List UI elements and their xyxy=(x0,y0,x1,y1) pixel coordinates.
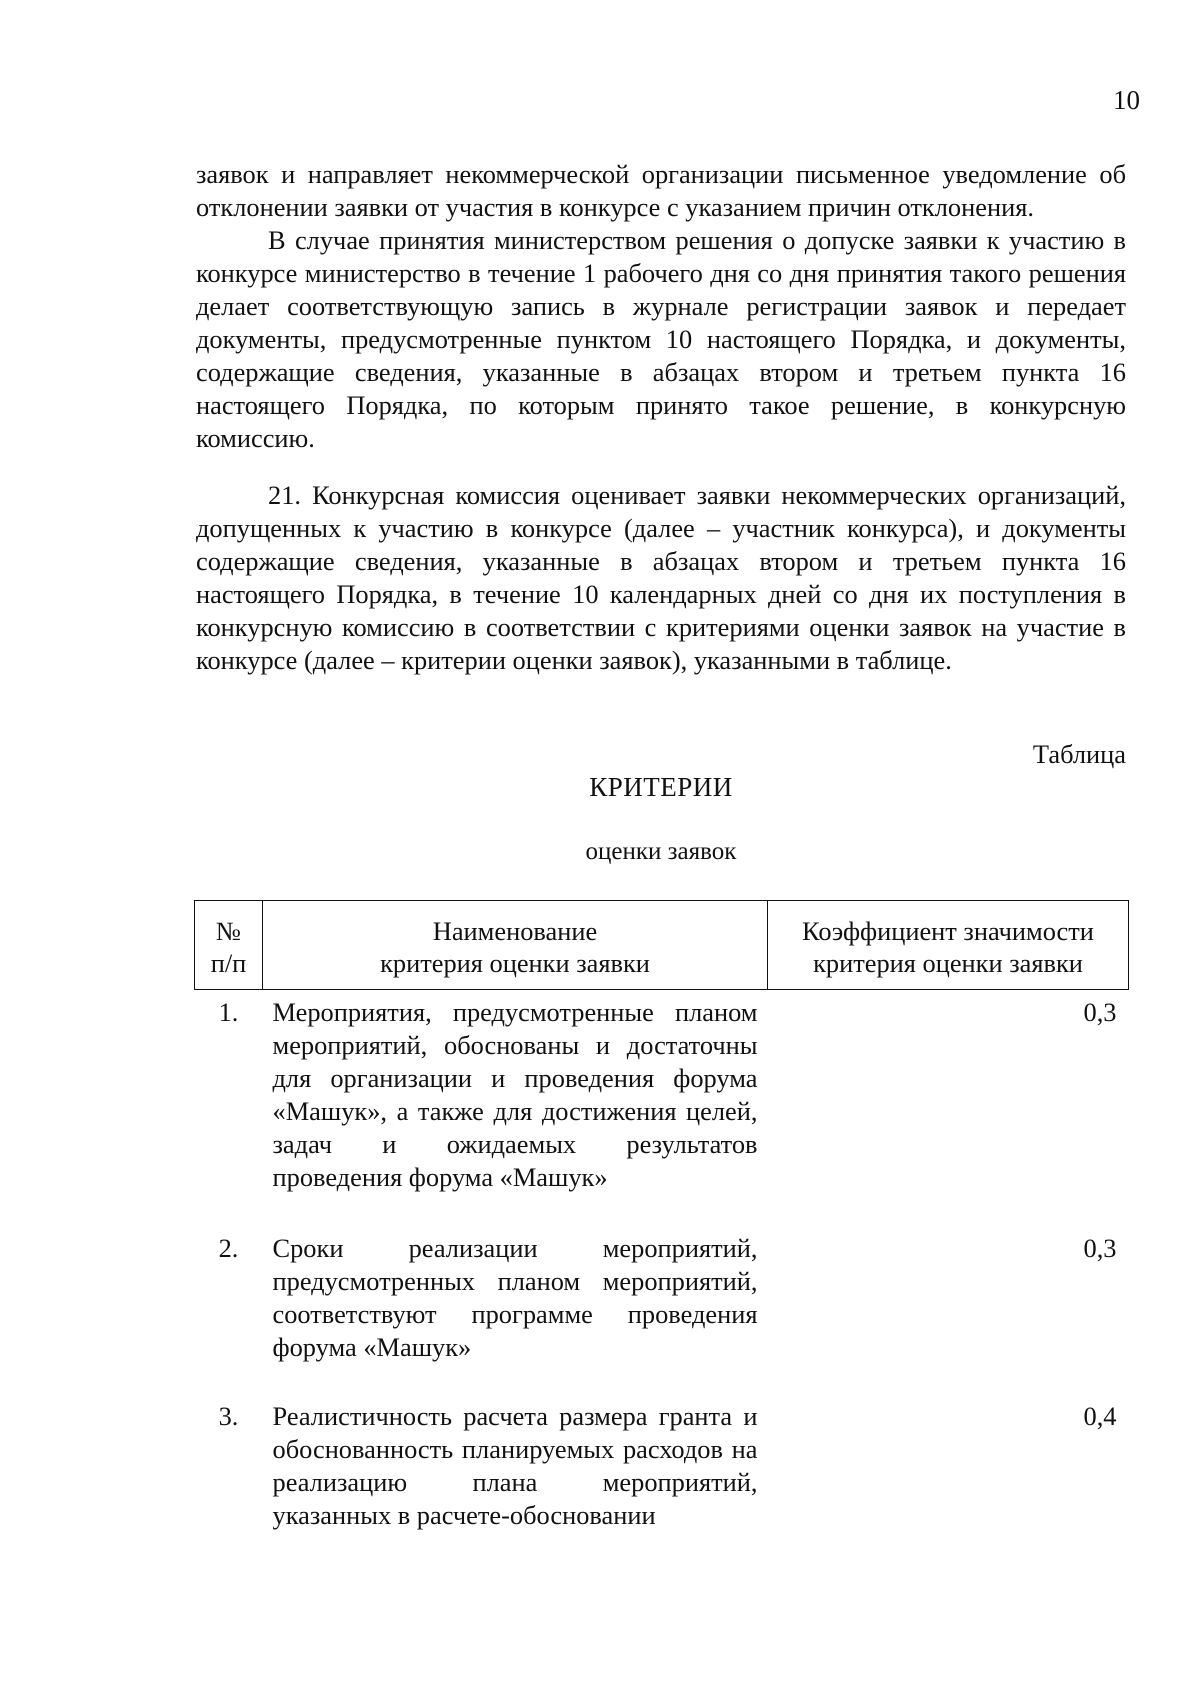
criterion-name: Сроки реализации мероприятий, предусмотренных планом мероприятий, соответствуют программе проведения форума «Машук» xyxy=(272,1233,758,1362)
header-coefficient xyxy=(768,901,1129,990)
header-name xyxy=(263,901,768,990)
row-number: 1. xyxy=(218,997,239,1027)
table-caption-label: Таблица xyxy=(1032,739,1126,769)
criterion-name: Мероприятия, предусмотренные планом мероприятий, обоснованы и достаточны для организации и проведения форума «Машук», а также для достижения целей, задач и ожидаемых результатов проведения форума «Машук» xyxy=(272,997,758,1192)
table-row xyxy=(195,990,1129,1227)
header-num xyxy=(195,901,263,990)
criteria-table xyxy=(194,900,1129,1600)
paragraph-2: В случае принятия министерством решения о допуске заявки к участию в конкурсе министерство в течение 1 рабочего дня со дня принятия такого решения делает соответствующую запись в журнале регистрации заявок и передает документы, предусмотренные пунктом 10 настоящего Порядка, и документы, содержащие сведения, указанные в абзацах втором и третьем пункта 16 настоящего Порядка, по которым принято такое решение, в конкурсную комиссию. xyxy=(196,225,1126,453)
paragraph-1: заявок и направляет некоммерческой организации письменное уведомление об отклонении заявки от участия в конкурсе с указанием причин отклонения. xyxy=(196,159,1126,222)
header-coef-line1: Коэффициент значимости xyxy=(802,916,1094,946)
table-row xyxy=(195,1394,1129,1600)
row-number: 2. xyxy=(218,1233,239,1263)
criterion-name: Реалистичность расчета размера гранта и обоснованность планируемых расходов на реализацию плана мероприятий, указанных в расчете-обосновании xyxy=(272,1401,758,1530)
header-name-line1: Наименование xyxy=(432,916,598,946)
table-row xyxy=(195,1226,1129,1394)
row-number: 3. xyxy=(218,1401,239,1431)
header-name-line2: критерия оценки заявки xyxy=(380,948,650,978)
table-header-row xyxy=(195,901,1129,990)
header-coef-line2: критерия оценки заявки xyxy=(813,948,1083,978)
criterion-coefficient: 0,3 xyxy=(1083,997,1117,1027)
header-num-line2: п/п xyxy=(210,948,247,978)
page-number: 10 xyxy=(1113,85,1140,115)
criterion-coefficient: 0,3 xyxy=(1083,1233,1117,1263)
paragraph-3: 21. Конкурсная комиссия оценивает заявки некоммерческих организаций, допущенных к участию в конкурсе (далее – участник конкурса), и документы содержащие сведения, указанные в абзацах втором и третьем пункта 16 настоящего Порядка, в течение 10 календарных дней со дня их поступления в конкурсную комиссию в соответствии с критериями оценки заявок на участие в конкурсе (далее – критерии оценки заявок), указанными в таблице. xyxy=(196,480,1126,675)
header-num-line1: № xyxy=(215,916,242,946)
criterion-coefficient: 0,4 xyxy=(1083,1401,1117,1431)
table-title: КРИТЕРИИ xyxy=(589,772,733,802)
table-subtitle: оценки заявок xyxy=(585,838,737,865)
